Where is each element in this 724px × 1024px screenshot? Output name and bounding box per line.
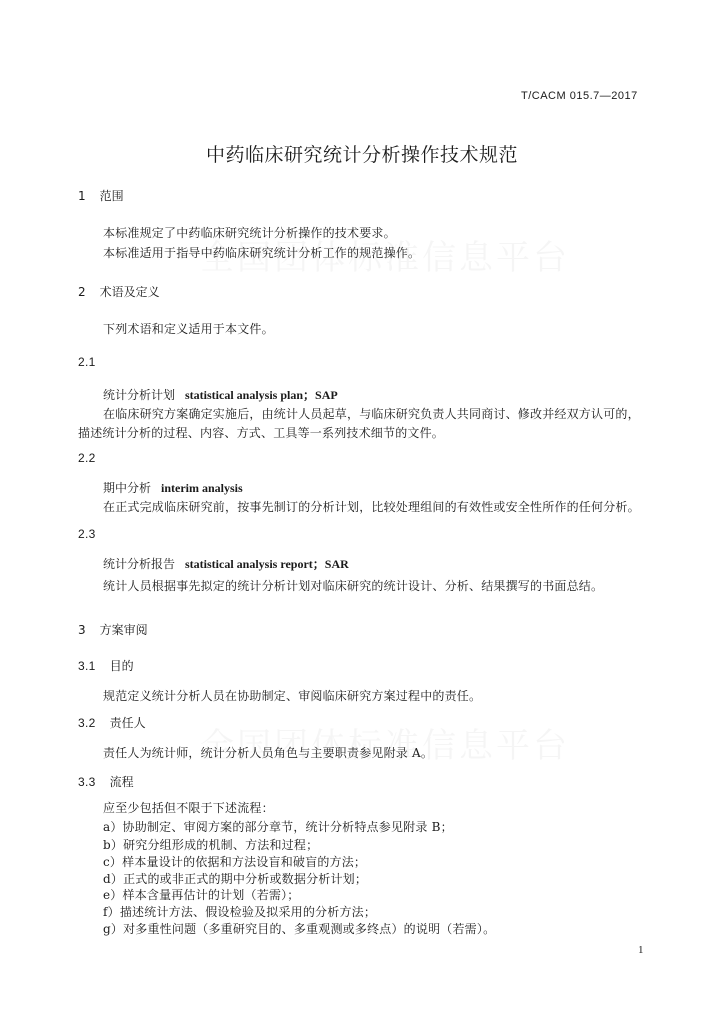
definition-line: 在临床研究方案确定实施后，由统计人员起草，与临床研究负责人共同商讨、修改并经双方认可的， bbox=[103, 407, 640, 421]
clause-number: 3.3 bbox=[78, 775, 96, 789]
paragraph: 下列术语和定义适用于本文件。 bbox=[103, 322, 274, 336]
definition-line: 在正式完成临床研究前，按事先制订的分析计划，比较处理组间的有效性或安全性所作的任何分析。 bbox=[103, 500, 640, 514]
definition-line: 统计人员根据事先拟定的统计分析计划对临床研究的统计设计、分析、结果撰写的书面总结。 bbox=[103, 579, 604, 593]
list-item: b）研究分组形成的机制、方法和过程； bbox=[103, 838, 319, 852]
section-title: 范围 bbox=[99, 189, 124, 203]
section-number: 3 bbox=[78, 623, 86, 637]
paragraph: 责任人为统计师，统计分析人员角色与主要职责参见附录 A。 bbox=[103, 746, 434, 760]
clause-title: 责任人 bbox=[109, 716, 146, 730]
term-chinese: 统计分析报告 bbox=[103, 557, 176, 571]
section-title: 方案审阅 bbox=[99, 623, 148, 637]
document-title: 中药临床研究统计分析操作技术规范 bbox=[205, 144, 518, 166]
term-2-3 bbox=[103, 555, 349, 572]
list-item: e）样本含量再估计的计划（若需）； bbox=[103, 888, 300, 902]
section-number: 1 bbox=[78, 189, 86, 203]
section-title: 术语及定义 bbox=[99, 285, 160, 299]
list-item: d）正式的或非正式的期中分析或数据分析计划； bbox=[103, 872, 368, 886]
paragraph: 应至少包括但不限于下述流程： bbox=[103, 801, 274, 815]
clause-number: 3.1 bbox=[78, 659, 96, 673]
section-number: 2 bbox=[78, 285, 86, 299]
standard-code: T/CACM 015.7—2017 bbox=[521, 90, 638, 102]
clause-3-2-heading bbox=[78, 714, 146, 731]
clause-number: 2.3 bbox=[78, 527, 96, 541]
list-item: c）样本量设计的依据和方法设盲和破盲的方法； bbox=[103, 855, 367, 869]
term-english: interim analysis bbox=[161, 481, 243, 495]
list-item: a）协助制定、审阅方案的部分章节，统计分析特点参见附录 B； bbox=[103, 820, 453, 834]
list-item: g）对多重性问题（多重研究目的、多重观测或多终点）的说明（若需）。 bbox=[103, 922, 496, 936]
section-3-heading bbox=[78, 621, 148, 638]
section-1-heading bbox=[78, 187, 124, 204]
paragraph: 本标准规定了中药临床研究统计分析操作的技术要求。 bbox=[103, 226, 396, 240]
term-chinese: 统计分析计划 bbox=[103, 388, 176, 402]
term-2-1 bbox=[103, 386, 338, 403]
clause-3-3-heading bbox=[78, 773, 134, 790]
clause-number: 2.2 bbox=[78, 451, 96, 465]
paragraph: 规范定义统计分析人员在协助制定、审阅临床研究方案过程中的责任。 bbox=[103, 689, 482, 703]
term-chinese: 期中分析 bbox=[103, 481, 152, 495]
definition-line: 描述统计分析的过程、内容、方式、工具等一系列技术细节的文件。 bbox=[78, 426, 445, 440]
list-item: f）描述统计方法、假设检验及拟采用的分析方法； bbox=[103, 905, 377, 919]
clause-3-1-heading bbox=[78, 657, 134, 674]
clause-title: 流程 bbox=[109, 775, 134, 789]
page-number: 1 bbox=[638, 944, 644, 956]
paragraph: 本标准适用于指导中药临床研究统计分析工作的规范操作。 bbox=[103, 246, 421, 260]
term-english: statistical analysis report；SAR bbox=[185, 557, 349, 571]
clause-number: 2.1 bbox=[78, 355, 96, 369]
term-2-2 bbox=[103, 479, 243, 496]
section-2-heading bbox=[78, 283, 160, 300]
term-english: statistical analysis plan；SAP bbox=[185, 388, 338, 402]
clause-title: 目的 bbox=[109, 659, 134, 673]
clause-number: 3.2 bbox=[78, 716, 96, 730]
